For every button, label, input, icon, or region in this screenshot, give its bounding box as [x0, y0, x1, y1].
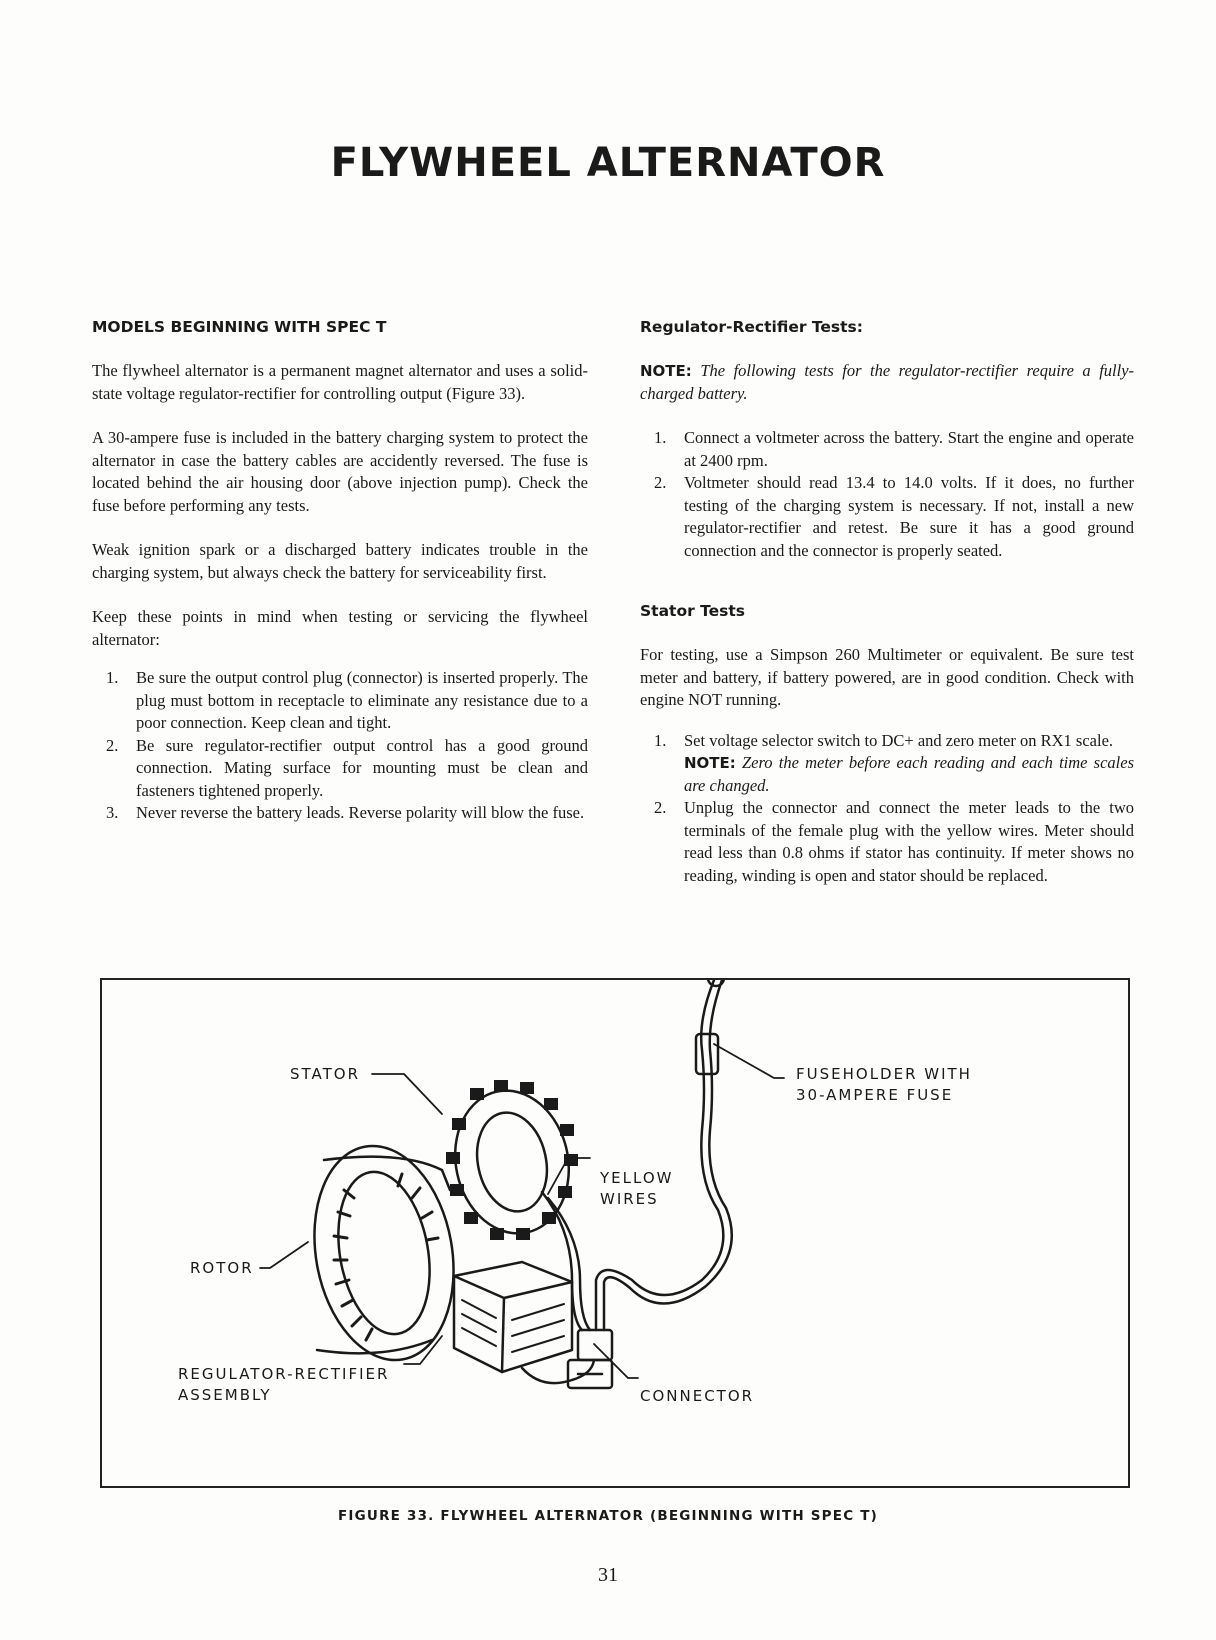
- list-item: 1. Connect a voltmeter across the battery. Start the engine and operate at 2400 rpm.: [654, 428, 1134, 470]
- section-heading-stator-tests: Stator Tests: [640, 602, 746, 620]
- stator-test-steps: [640, 730, 1134, 888]
- figure-caption: FIGURE 33. FLYWHEEL ALTERNATOR (BEGINNING WITH SPEC T): [337, 1508, 878, 1524]
- list-item: 3. Never reverse the battery leads. Reverse polarity will blow the fuse.: [106, 803, 585, 822]
- list-item: 2. Be sure regulator-rectifier output control has a good ground connection. Mating surface for mounting must be clean and fasteners tightened properly.: [106, 735, 588, 800]
- paragraph-intro: The flywheel alternator is a permanent magnet alternator and uses a solid-state voltage regulator-rectifier for controlling output (Figure 33).: [92, 361, 588, 403]
- label-regulator-rectifier: REGULATOR-RECTIFIER ASSEMBLY: [178, 1365, 390, 1404]
- note-fully-charged-battery: NOTE: The following tests for the regulator-rectifier require a fully-charged battery.: [640, 361, 1135, 403]
- right-column: [640, 316, 1134, 909]
- label-stator: STATOR: [290, 1065, 361, 1083]
- page-title: FLYWHEEL ALTERNATOR: [330, 140, 886, 186]
- section-heading-regulator-tests: Regulator-Rectifier Tests:: [640, 318, 863, 336]
- list-item: 1. Set voltage selector switch to DC+ and zero meter on RX1 scale. NOTE: Zero the meter before each reading and each time scales are changed.: [640, 730, 1134, 798]
- paragraph-stator-testing: For testing, use a Simpson 260 Multimeter or equivalent. Be sure test meter and battery, if battery powered, are in good condition. Check with engine NOT running.: [640, 645, 1134, 709]
- note-zero-meter: NOTE: Zero the meter before each reading and each time scales are changed.: [684, 753, 1134, 795]
- regulator-test-steps: [640, 427, 1134, 562]
- label-rotor: ROTOR: [190, 1259, 254, 1277]
- fuseholder-drawing: [596, 980, 732, 1330]
- checklist: [92, 667, 588, 825]
- list-item: 2. Unplug the connector and connect the meter leads to the two terminals of the female plug with the yellow wires. Meter should read less than 0.8 ohms if stator has continuity. If meter shows no reading, winding is open and stator should be replaced.: [654, 798, 1134, 885]
- list-item: 2. Voltmeter should read 13.4 to 14.0 volts. If it does, no further testing of the charging system is necessary. If not, install a new regulator-rectifier and retest. Be sure it has a good ground connection and the connector is properly seated.: [654, 473, 1134, 560]
- left-column: [92, 316, 588, 847]
- paragraph-keep-in-mind: Keep these points in mind when testing or servicing the flywheel alternator:: [92, 607, 588, 649]
- section-heading-spec-t: MODELS BEGINNING WITH SPEC T: [92, 318, 387, 336]
- paragraph-fuse: A 30-ampere fuse is included in the battery charging system to protect the alternator in case the battery cables are accidently reversed. The fuse is located behind the air housing door (above injection pump). Check the fuse before performing any tests.: [92, 428, 588, 515]
- paragraph-weak-spark: Weak ignition spark or a discharged battery indicates trouble in the charging system, but always check the battery for serviceability first.: [92, 540, 588, 582]
- figure-33-box: [100, 978, 1130, 1488]
- alternator-illustration: [102, 980, 1128, 1486]
- label-fuseholder: FUSEHOLDER WITH 30-AMPERE FUSE: [796, 1065, 972, 1104]
- rotor-drawing: [298, 1135, 469, 1371]
- page-number: 31: [598, 1564, 618, 1586]
- label-yellow-wires: YELLOW WIRES: [600, 1169, 674, 1208]
- list-item: 1. Be sure the output control plug (connector) is inserted properly. The plug must bottom in receptacle to eliminate any resistance due to a poor connection. Keep clean and tight.: [106, 668, 588, 732]
- stator-drawing: [442, 1080, 581, 1244]
- label-connector: CONNECTOR: [640, 1387, 755, 1405]
